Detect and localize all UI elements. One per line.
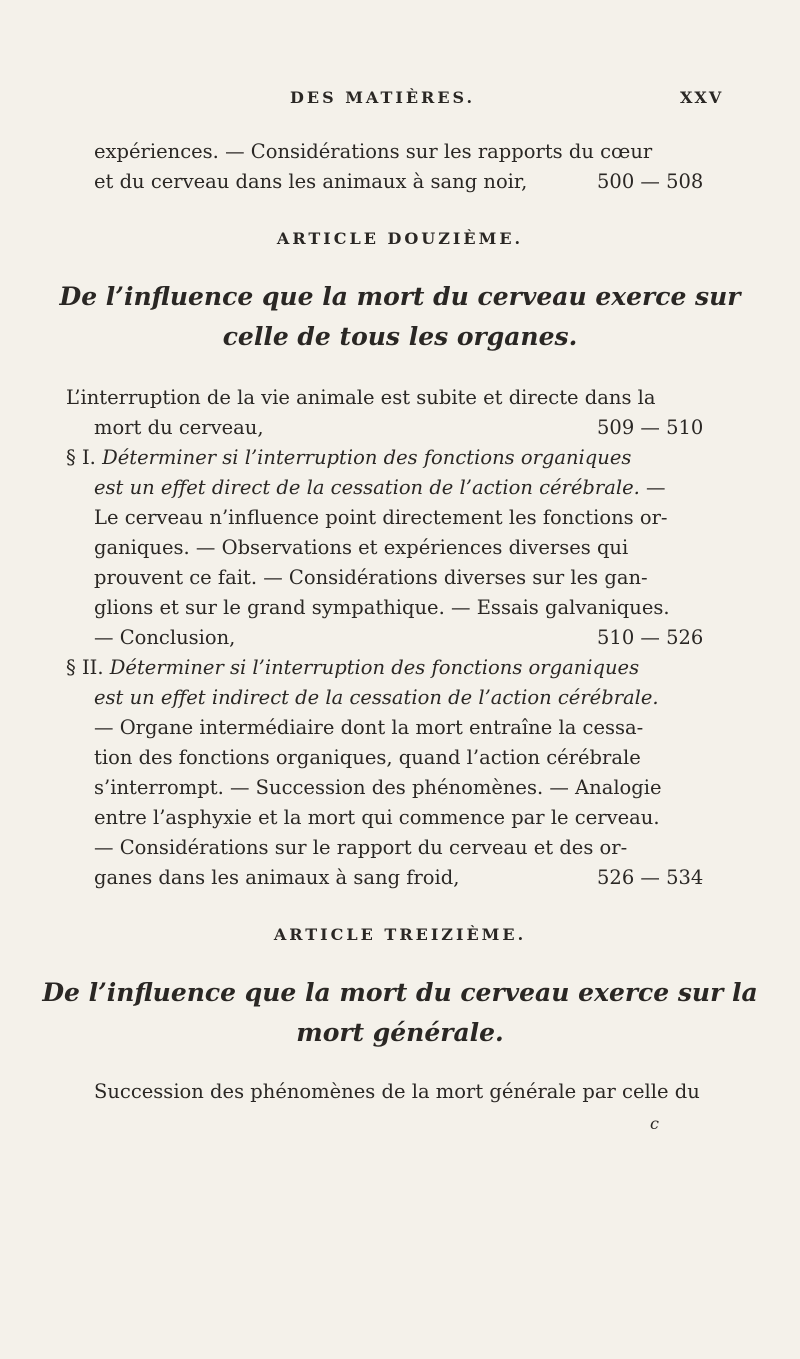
text-line: ganes dans les animaux à sang froid,	[94, 866, 460, 889]
text-line: Le cerveau n’influence point directement les fonctions or-	[94, 506, 668, 529]
text-line: — Conclusion,	[94, 626, 236, 649]
section-label: § II.	[66, 656, 104, 679]
page-number: XXV	[680, 88, 724, 107]
text-line	[94, 686, 659, 710]
page-range: 526 — 534	[597, 866, 704, 889]
text-line: expériences. — Considérations sur les rapports du cœur	[94, 140, 653, 163]
text-fragment: —	[639, 476, 666, 499]
text-line: — Organe intermédiaire dont la mort entraîne la cessa-	[94, 716, 644, 739]
page-range: 509 — 510	[597, 416, 704, 439]
text-line: mort du cerveau,	[94, 416, 264, 439]
running-head-title: DES MATIÈRES.	[290, 88, 476, 107]
text-line: prouvent ce fait. — Considérations diverses sur les gan-	[94, 566, 648, 589]
text-line: Succession des phénomènes de la mort générale par celle du	[94, 1080, 700, 1103]
running-head	[0, 88, 800, 112]
italic-text: est un effet direct de la cessation de l’action cérébrale.	[94, 476, 640, 499]
italic-text: est un effet indirect de la cessation de l’action cérébrale.	[94, 686, 659, 709]
italic-text: Déterminer si l’interruption des fonctions organiques	[102, 446, 632, 469]
section-title: mort générale.	[296, 1018, 504, 1047]
text-line	[94, 476, 666, 500]
text-line: tion des fonctions organiques, quand l’action cérébrale	[94, 746, 641, 769]
text-line: — Considérations sur le rapport du cerveau et des or-	[94, 836, 628, 859]
text-line: glions et sur le grand sympathique. — Essais galvaniques.	[94, 596, 670, 619]
article-heading: ARTICLE DOUZIÈME.	[276, 229, 524, 248]
text-line: L’interruption de la vie animale est subite et directe dans la	[66, 386, 656, 409]
section-title: celle de tous les organes.	[222, 322, 578, 351]
text-line: ganiques. — Observations et expériences diverses qui	[94, 536, 629, 559]
section-title: De l’influence que la mort du cerveau exerce sur la	[42, 978, 758, 1007]
text-line	[66, 446, 631, 470]
text-line: s’interrompt. — Succession des phénomènes. — Analogie	[94, 776, 662, 799]
signature-mark: c	[650, 1114, 659, 1133]
text-line: et du cerveau dans les animaux à sang noir,	[94, 170, 528, 193]
article-heading: ARTICLE TREIZIÈME.	[273, 925, 527, 944]
text-line	[66, 656, 639, 680]
section-label: § I.	[66, 446, 96, 469]
text-line: entre l’asphyxie et la mort qui commence par le cerveau.	[94, 806, 660, 829]
section-title: De l’influence que la mort du cerveau exerce sur	[59, 282, 741, 311]
italic-text: Déterminer si l’interruption des fonctions organiques	[109, 656, 640, 679]
page-range: 510 — 526	[597, 626, 704, 649]
page-range: 500 — 508	[597, 170, 704, 193]
